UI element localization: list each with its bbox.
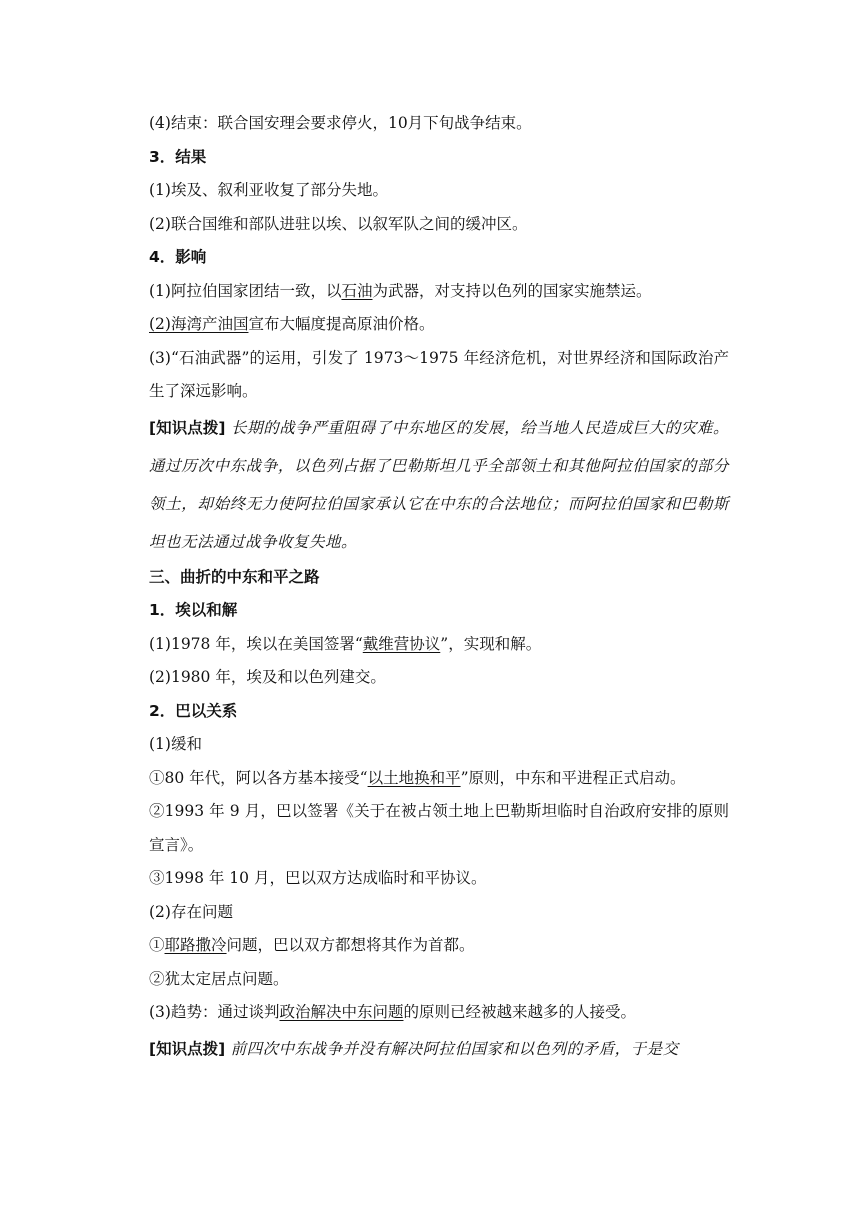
issues-item-1-underlined: 耶路撒冷 xyxy=(164,936,227,954)
trend-text-a: (3)趋势：通过谈判 xyxy=(149,1003,280,1021)
trend-text-b: 的原则已经被越来越多的人接受。 xyxy=(403,1003,636,1021)
impact-item-1-underlined: 石油 xyxy=(341,281,373,300)
egypt-israel-heading: 1．埃以和解 xyxy=(149,601,238,619)
trend-underlined: 政治解决中东问题 xyxy=(279,1003,404,1021)
easing-item-1-underlined: 以土地换和平 xyxy=(367,768,461,787)
result-heading: 3．结果 xyxy=(149,147,207,166)
impact-item-1 xyxy=(149,275,729,309)
document-body xyxy=(149,107,729,1068)
egypt-item-1-text-a: (1)1978 年，埃以在美国签署“ xyxy=(149,634,363,653)
egypt-item-1-text-b: ”，实现和解。 xyxy=(440,634,542,653)
issues-item-1-text-b: 问题，巴以双方都想将其作为首都。 xyxy=(226,936,475,954)
issues-item-1-text-a: ① xyxy=(149,936,165,954)
egypt-item-1 xyxy=(149,628,729,662)
easing-item-3: ③1998 年 10 月，巴以双方达成临时和平协议。 xyxy=(149,869,487,887)
impact-item-2-text: 宣布大幅度提高原油价格。 xyxy=(248,315,435,333)
easing-item-2: ②1993 年 9 月，巴以签署《关于在被占领土地上巴勒斯坦临时自治政府安排的原则宣言》。 xyxy=(149,802,729,854)
knowledge-tip-2 xyxy=(149,1030,729,1068)
easing-item-1-text-b: ”原则，中东和平进程正式启动。 xyxy=(460,768,686,787)
impact-item-1-text-b: 为武器，对支持以色列的国家实施禁运。 xyxy=(372,281,652,300)
impact-item-1-text-a: (1)阿拉伯国家团结一致，以 xyxy=(149,281,342,300)
impact-item-2-underlined: (2)海湾产油国 xyxy=(149,315,249,333)
easing-item-1-text-a: ①80 年代，阿以各方基本接受“ xyxy=(149,768,368,787)
trend-line xyxy=(149,996,729,1030)
issues-subheading: (2)存在问题 xyxy=(149,902,233,921)
issues-item-2: ②犹太定居点问题。 xyxy=(149,969,289,988)
tip-body: 前四次中东战争并没有解决阿拉伯国家和以色列的矛盾，于是交 xyxy=(225,1039,679,1058)
tip-label: [知识点拨] xyxy=(149,418,226,437)
issues-item-1 xyxy=(149,929,729,963)
impact-item-3: (3)“石油武器”的运用，引发了 1973～1975 年经济危机，对世界经济和国际政治产生了深远影响。 xyxy=(149,348,729,400)
knowledge-tip-1 xyxy=(149,409,729,561)
easing-subheading: (1)缓和 xyxy=(149,735,202,753)
war-end-line: (4)结束：联合国安理会要求停火，10月下旬战争结束。 xyxy=(149,114,532,132)
palestine-israel-heading: 2．巴以关系 xyxy=(149,701,238,720)
egypt-item-1-underlined: 戴维营协议 xyxy=(362,634,441,653)
tip-label: [知识点拨] xyxy=(149,1039,226,1058)
impact-heading: 4．影响 xyxy=(149,248,207,266)
egypt-item-2: (2)1980 年，埃及和以色列建交。 xyxy=(149,668,386,686)
result-item-2: (2)联合国维和部队进驻以埃、以叙军队之间的缓冲区。 xyxy=(149,214,528,233)
tip-body: 长期的战争严重阻碍了中东地区的发展，给当地人民造成巨大的灾难。通过历次中东战争，以色列占据了巴勒斯坦几乎全部领土和其他阿拉伯国家的部分领土，却始终无力使阿拉伯国家承认它在中东的合法地位；而阿拉伯国家和巴勒斯坦也无法通过战争收复失地。 xyxy=(149,418,730,551)
easing-item-1 xyxy=(149,762,729,796)
section-3-heading: 三、曲折的中东和平之路 xyxy=(149,567,320,586)
result-item-1: (1)埃及、叙利亚收复了部分失地。 xyxy=(149,181,388,199)
impact-item-2 xyxy=(149,308,729,342)
